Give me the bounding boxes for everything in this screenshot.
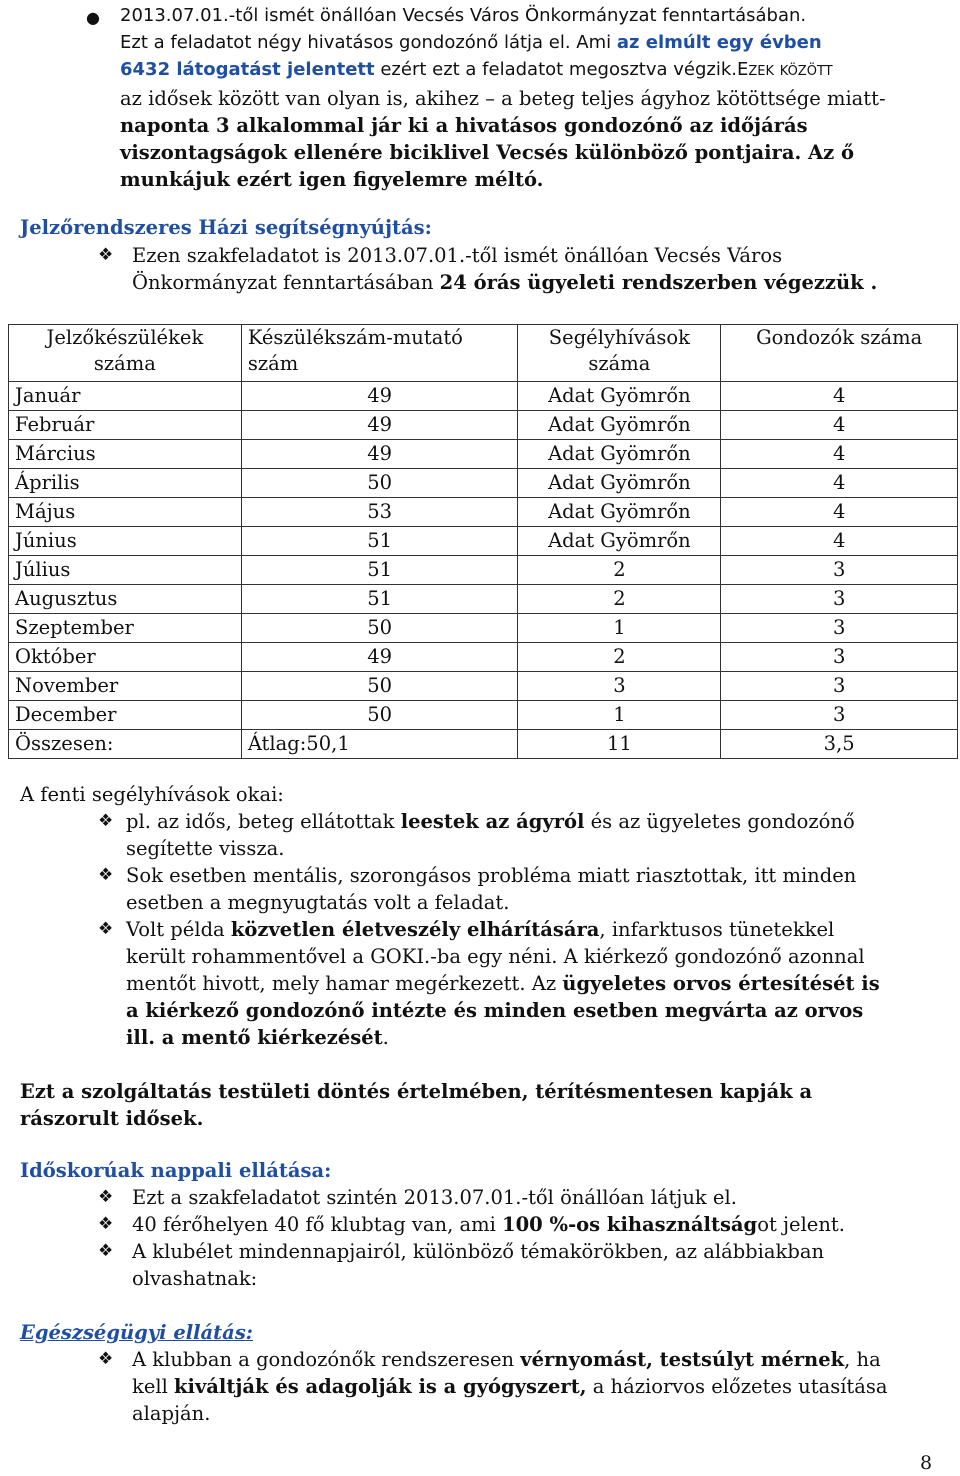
- table-cell: Július: [9, 556, 242, 585]
- nappali-item-3-line-2: olvashatnak:: [132, 1267, 258, 1290]
- diamond-bullet-icon: ❖: [98, 1187, 114, 1207]
- statement-line-2: rászorult idősek.: [20, 1107, 204, 1130]
- table-cell: 49: [241, 643, 518, 672]
- table-cell: 51: [241, 556, 518, 585]
- table-cell: December: [9, 701, 242, 730]
- nappali-item-2: 40 férőhelyen 40 fő klubtag van, ami 100 %-os kihasználtságot jelent.: [132, 1213, 845, 1236]
- table-cell: 3: [721, 701, 958, 730]
- table-row: [9, 556, 958, 585]
- nappali-item-3-line-1: A klubélet mindennapjairól, különböző témakörökben, az alábbiakban: [132, 1240, 825, 1263]
- table-cell: Október: [9, 643, 242, 672]
- intro-line-2: Ezt a feladatot négy hivatásos gondozónő látja el. Ami az elmúlt egy évben: [120, 32, 822, 53]
- section-heading-egeszseg: Egészségügyi ellátás:: [20, 1321, 253, 1344]
- section-heading-nappali: Időskorúak nappali ellátása:: [20, 1159, 332, 1182]
- table-cell: 49: [241, 440, 518, 469]
- table-row: [9, 498, 958, 527]
- table-cell: Adat Gyömrőn: [518, 469, 721, 498]
- diamond-bullet-icon: ❖: [98, 811, 114, 831]
- section-heading-jelzo: Jelzőrendszeres Házi segítségnyújtás:: [20, 216, 432, 239]
- table-row: [9, 643, 958, 672]
- table-cell: 3: [518, 672, 721, 701]
- table-row: [9, 411, 958, 440]
- egeszseg-line-1: A klubban a gondozónők rendszeresen vérnyomást, testsúlyt mérnek, ha: [132, 1348, 881, 1371]
- table-cell: 11: [518, 730, 721, 759]
- table-cell: Adat Gyömrőn: [518, 440, 721, 469]
- egeszseg-line-2: kell kiváltják és adagolják is a gyógyszert, a háziorvos előzetes utasítása: [132, 1375, 888, 1398]
- column-header: Gondozók száma: [721, 325, 958, 382]
- table-cell: 50: [241, 701, 518, 730]
- nappali-item-1: Ezt a szakfeladatot szintén 2013.07.01.-től önállóan látjuk el.: [132, 1186, 737, 1209]
- table-cell: 49: [241, 382, 518, 411]
- table-cell: 3: [721, 672, 958, 701]
- table-cell: 3,5: [721, 730, 958, 759]
- diamond-bullet-icon: ❖: [98, 1349, 114, 1369]
- diamond-bullet-icon: ❖: [98, 1214, 114, 1234]
- table-row: [9, 382, 958, 411]
- table-cell: 1: [518, 701, 721, 730]
- table-cell: 51: [241, 585, 518, 614]
- cause-item-1-line-2: segítette vissza.: [126, 837, 285, 860]
- intro-line-4: az idősek között van olyan is, akihez – a beteg teljes ágyhoz kötöttsége miatt-: [120, 87, 886, 110]
- jelzo-item-line-1: Ezen szakfeladatot is 2013.07.01.-től ismét önállóan Vecsés Város: [132, 244, 783, 267]
- table-cell: 2: [518, 585, 721, 614]
- table-cell: 2: [518, 643, 721, 672]
- table-cell: 4: [721, 469, 958, 498]
- column-header: Segélyhívások száma: [518, 325, 721, 382]
- table-row: [9, 440, 958, 469]
- cause-item-3-line-5: ill. a mentő kiérkezését.: [126, 1026, 389, 1049]
- table-cell: 53: [241, 498, 518, 527]
- table-cell: 50: [241, 614, 518, 643]
- table-cell: 4: [721, 382, 958, 411]
- table-cell: Átlag:50,1: [241, 730, 518, 759]
- table-cell: Adat Gyömrőn: [518, 411, 721, 440]
- data-table: [8, 324, 958, 759]
- table-cell: 51: [241, 527, 518, 556]
- table-cell: Március: [9, 440, 242, 469]
- cause-item-2-line-1: Sok esetben mentális, szorongásos probléma miatt riasztottak, itt minden: [126, 864, 857, 887]
- table-cell: 4: [721, 527, 958, 556]
- diamond-bullet-icon: ❖: [98, 245, 114, 265]
- table-cell: Április: [9, 469, 242, 498]
- table-cell: Január: [9, 382, 242, 411]
- table-cell: 4: [721, 498, 958, 527]
- table-cell: 1: [518, 614, 721, 643]
- table-cell: 3: [721, 614, 958, 643]
- table-cell: 3: [721, 556, 958, 585]
- table-cell: Adat Gyömrőn: [518, 527, 721, 556]
- bullet-dot-icon: ●: [86, 8, 100, 27]
- table-cell: Augusztus: [9, 585, 242, 614]
- diamond-bullet-icon: ❖: [98, 919, 114, 939]
- table-row: [9, 701, 958, 730]
- table-cell: 2: [518, 556, 721, 585]
- table-cell: November: [9, 672, 242, 701]
- table-row: [9, 672, 958, 701]
- table-cell: Adat Gyömrőn: [518, 382, 721, 411]
- table-cell: Február: [9, 411, 242, 440]
- egeszseg-line-3: alapján.: [132, 1402, 211, 1425]
- cause-item-1-line-1: pl. az idős, beteg ellátottak leestek az ágyról és az ügyeletes gondozónő: [126, 810, 855, 833]
- table-cell: 50: [241, 469, 518, 498]
- table-cell: 3: [721, 643, 958, 672]
- table-row: [9, 469, 958, 498]
- table-row: [9, 527, 958, 556]
- cause-item-3-line-4: a kiérkező gondozónő intézte és minden esetben megvárta az orvos: [126, 999, 864, 1022]
- intro-line-1: 2013.07.01.-től ismét önállóan Vecsés Város Önkormányzat fenntartásában.: [120, 5, 807, 26]
- diamond-bullet-icon: ❖: [98, 1241, 114, 1261]
- table-row: [9, 614, 958, 643]
- table-cell: 4: [721, 411, 958, 440]
- table-row: [9, 585, 958, 614]
- page-number: 8: [920, 1452, 933, 1474]
- column-header: Jelzőkészülékek száma: [9, 325, 242, 382]
- table-cell: 49: [241, 411, 518, 440]
- table-cell: Adat Gyömrőn: [518, 498, 721, 527]
- table-cell: 4: [721, 440, 958, 469]
- table-cell: Május: [9, 498, 242, 527]
- table-header-row: [9, 325, 958, 382]
- table-cell: Szeptember: [9, 614, 242, 643]
- statement-line-1: Ezt a szolgáltatás testületi döntés értelmében, térítésmentesen kapják a: [20, 1080, 813, 1103]
- intro-line-5: naponta 3 alkalommal jár ki a hivatásos gondozónő az időjárás: [120, 114, 808, 137]
- causes-intro: A fenti segélyhívások okai:: [20, 783, 284, 806]
- cause-item-3-line-1: Volt példa közvetlen életveszély elhárítására, infarktusos tünetekkel: [126, 918, 835, 941]
- table-row: [9, 730, 958, 759]
- table-cell: 50: [241, 672, 518, 701]
- cause-item-3-line-3: mentőt hivott, mely hamar megérkezett. Az ügyeletes orvos értesítését is: [126, 972, 880, 995]
- table-cell: Összesen:: [9, 730, 242, 759]
- cause-item-3-line-2: került rohammentővel a GOKI.-ba egy néni. A kiérkező gondozónő azonnal: [126, 945, 865, 968]
- cause-item-2-line-2: esetben a megnyugtatás volt a feladat.: [126, 891, 510, 914]
- column-header: Készülékszám-mutató szám: [241, 325, 518, 382]
- table-cell: 3: [721, 585, 958, 614]
- jelzo-item-line-2: Önkormányzat fenntartásában 24 órás ügyeleti rendszerben végezzük .: [132, 271, 878, 294]
- intro-line-6: viszontagságok ellenére biciklivel Vecsés különböző pontjaira. Az ő: [120, 141, 855, 164]
- diamond-bullet-icon: ❖: [98, 865, 114, 885]
- intro-line-7: munkájuk ezért igen figyelemre méltó.: [120, 168, 544, 191]
- intro-line-3: 6432 látogatást jelentett ezért ezt a feladatot megosztva végzik.Ezek között: [120, 59, 833, 80]
- table-cell: Június: [9, 527, 242, 556]
